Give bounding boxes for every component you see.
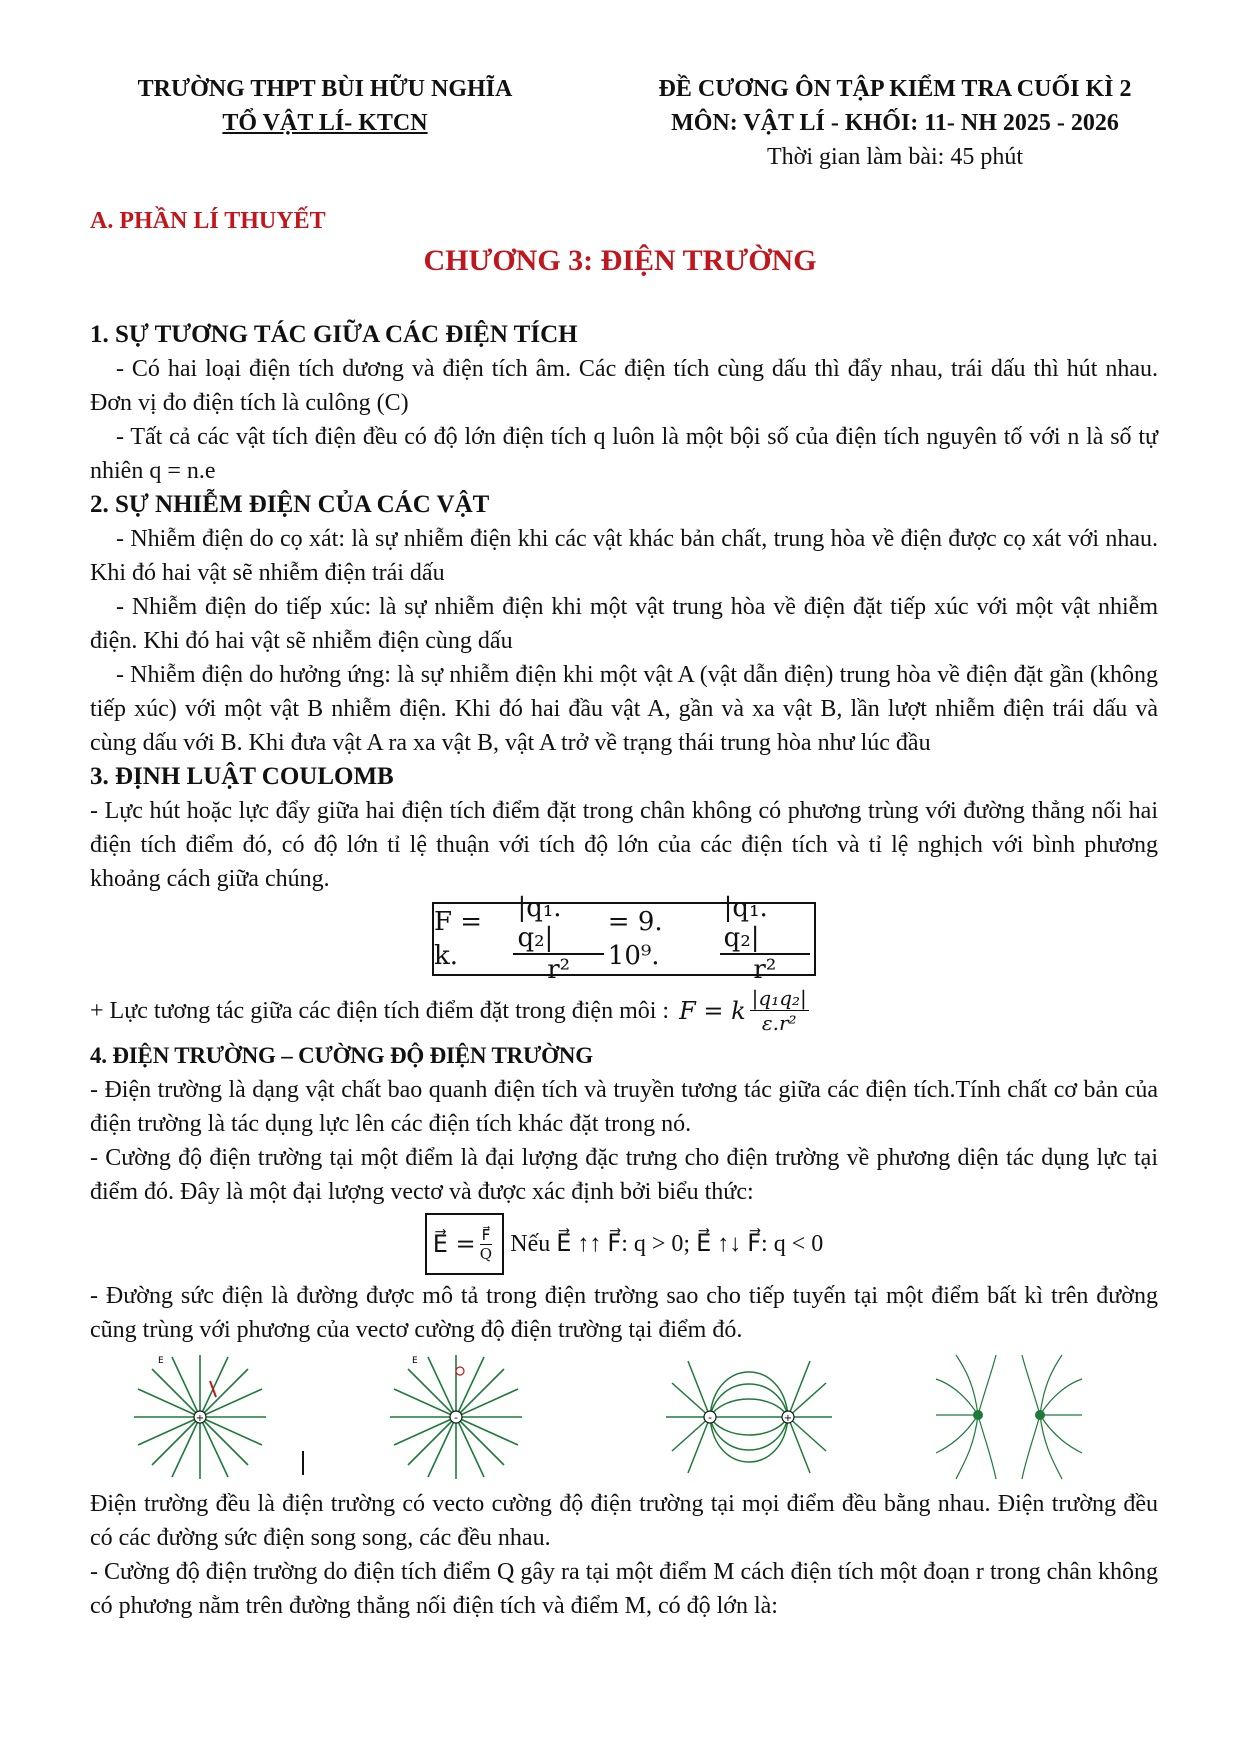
dipole-field-figure: [664, 1353, 834, 1481]
field-strength-row: [90, 1213, 1158, 1275]
field-numerator: F⃗: [481, 1225, 491, 1244]
header-right: [600, 72, 1190, 174]
test-charge-icon: [456, 1367, 464, 1375]
doc-time: Thời gian làm bài: 45 phút: [767, 144, 1023, 170]
header-left: [90, 72, 560, 140]
field-label-e: E: [158, 1356, 164, 1366]
dipole-plus-sign: +: [783, 1413, 793, 1424]
coulomb-fraction-2: [720, 893, 810, 985]
charge-1-icon: [973, 1410, 983, 1420]
dielectric-denominator: ε.r²: [761, 1011, 797, 1035]
negative-charge-field-figure: [386, 1353, 526, 1481]
field-strength-formula: [425, 1213, 505, 1275]
s3-heading: 3. ĐỊNH LUẬT COULOMB: [90, 763, 394, 790]
s4-paragraph-5: - Cường độ điện trường do điện tích điểm Q gây ra tại một điểm M cách điện tích một đoạn r trong chân không có phương nằm trên đường thẳng nối điện tích và điểm M, có độ lớn là:: [90, 1559, 1158, 1619]
dielectric-line: [90, 986, 1158, 1035]
s4-paragraph-3: - Đường sức điện là đường được mô tả trong điện trường sao cho tiếp tuyến tại một điểm bất kì trên đường cũng trùng với phương của vectơ cường độ điện trường tại điểm đó.: [90, 1283, 1158, 1343]
department-name: TỔ VẬT LÍ- KTCN: [222, 110, 428, 136]
coulomb-fraction-1: [513, 893, 603, 985]
field-direction-rule: Nếu E⃗ ↑↑ F⃗: q > 0; E⃗ ↑↓ F⃗: q < 0: [510, 1231, 824, 1257]
field-denominator: Q: [479, 1244, 493, 1263]
field-label-e-2: E: [412, 1356, 418, 1366]
s1-paragraph-1: - Có hai loại điện tích dương và điện tích âm. Các điện tích cùng dấu thì đẩy nhau, trái dấu thì hút nhau. Đơn vị đo điện tích là culông (C): [90, 356, 1158, 416]
s1-paragraph-2: - Tất cả các vật tích điện đều có độ lớn điện tích q luôn là một bội số của điện tích nguyên tố với n là số tự nhiên q = n.e: [90, 424, 1158, 484]
s4-paragraph-2: - Cường độ điện trường tại một điểm là đại lượng đặc trưng cho điện trường về phương diện tác dụng lực tại điểm đó. Đây là một đại lượng vectơ và được xác định bởi biểu thức:: [90, 1145, 1158, 1205]
s2-paragraph-3: - Nhiễm điện do hưởng ứng: là sự nhiễm điện khi một vật A (vật dẫn điện) trung hòa về điện đặt gần (không tiếp xúc) với một vật B nhiễm điện. Khi đó hai đầu vật A, gần và xa vật B, lần lượt nhiễm điện trái dấu và cùng dấu với B. Khi đưa vật A ra xa vật B, vật A trở về trạng thái trung hòa như lúc đầu: [90, 662, 1158, 756]
dielectric-text: + Lực tương tác giữa các điện tích điểm đặt trong điện môi :: [90, 997, 670, 1024]
like-charges-field-lines: [936, 1355, 1082, 1479]
dielectric-fraction: [750, 986, 809, 1035]
coulomb-lhs: F = k.: [434, 907, 483, 971]
dipole-field-lines: [666, 1361, 832, 1473]
field-lhs: E⃗ =: [432, 1230, 476, 1258]
dielectric-formula: [679, 986, 813, 1035]
divider-mark: [302, 1451, 304, 1475]
s3-paragraph-1: - Lực hút hoặc lực đẩy giữa hai điện tích điểm đặt trong chân không có phương trùng với đường thẳng nối hai điện tích điểm đó, có độ lớn tỉ lệ thuận với tích độ lớn của các điện tích và tỉ lệ nghịch với bình phương khoảng cách giữa chúng.: [90, 798, 1158, 892]
s1-heading: 1. SỰ TƯƠNG TÁC GIỮA CÁC ĐIỆN TÍCH: [90, 321, 578, 348]
s4-paragraph-1: - Điện trường là dạng vật chất bao quanh điện tích và truyền tương tác giữa các điện tích.Tính chất cơ bản của điện trường là tác dụng lực lên các điện tích khác đặt trong nó.: [90, 1077, 1158, 1137]
dielectric-lhs: F = k: [679, 996, 746, 1025]
dipole-minus-sign: -: [708, 1411, 712, 1424]
charge-2-icon: [1035, 1410, 1045, 1420]
minus-sign: -: [454, 1411, 458, 1424]
chapter-title: CHƯƠNG 3: ĐIỆN TRƯỜNG: [423, 244, 817, 277]
s2-heading: 2. SỰ NHIỄM ĐIỆN CỦA CÁC VẬT: [90, 491, 490, 518]
doc-title: ĐỀ CƯƠNG ÔN TẬP KIỂM TRA CUỐI KÌ 2: [658, 76, 1132, 102]
doc-subject: MÔN: VẬT LÍ - KHỐI: 11- NH 2025 - 2026: [671, 110, 1119, 136]
s2-paragraph-2: - Nhiễm điện do tiếp xúc: là sự nhiễm điện khi một vật trung hòa về điện đặt tiếp xúc với một vật nhiễm điện. Khi đó hai vật sẽ nhiễm điện cùng dấu: [90, 594, 1158, 654]
coulomb-numerator-2: |q₁. q₂|: [720, 893, 810, 955]
coulomb-mid: = 9. 10⁹.: [607, 907, 663, 971]
s2-paragraph-1: - Nhiễm điện do cọ xát: là sự nhiễm điện khi các vật khác bản chất, trung hòa về điện được cọ xát với nhau. Khi đó hai vật sẽ nhiễm điện trái dấu: [90, 526, 1158, 586]
field-fraction: [480, 1226, 493, 1263]
coulomb-numerator-1: |q₁. q₂|: [513, 893, 603, 955]
positive-charge-field-figure: [130, 1353, 270, 1481]
plus-sign: +: [195, 1413, 205, 1424]
s4-heading: 4. ĐIỆN TRƯỜNG – CƯỜNG ĐỘ ĐIỆN TRƯỜNG: [90, 1043, 593, 1068]
field-line-figures: [90, 1353, 1158, 1483]
school-name: TRƯỜNG THPT BÙI HỮU NGHĨA: [137, 76, 513, 102]
coulomb-denominator-1: r²: [547, 955, 571, 985]
section-a-title: A. PHẦN LÍ THUYẾT: [90, 208, 326, 234]
coulomb-denominator-2: r²: [753, 955, 777, 985]
s4-paragraph-4: Điện trường đều là điện trường có vecto cường độ điện trường tại mọi điểm đều bằng nhau. Điện trường đều có các đường sức điện song song, các đều nhau.: [90, 1491, 1158, 1551]
document-body: [90, 318, 1158, 1623]
dielectric-numerator: |q₁q₂|: [751, 986, 807, 1010]
like-charges-field-figure: [934, 1353, 1084, 1481]
coulomb-formula: [432, 893, 816, 985]
